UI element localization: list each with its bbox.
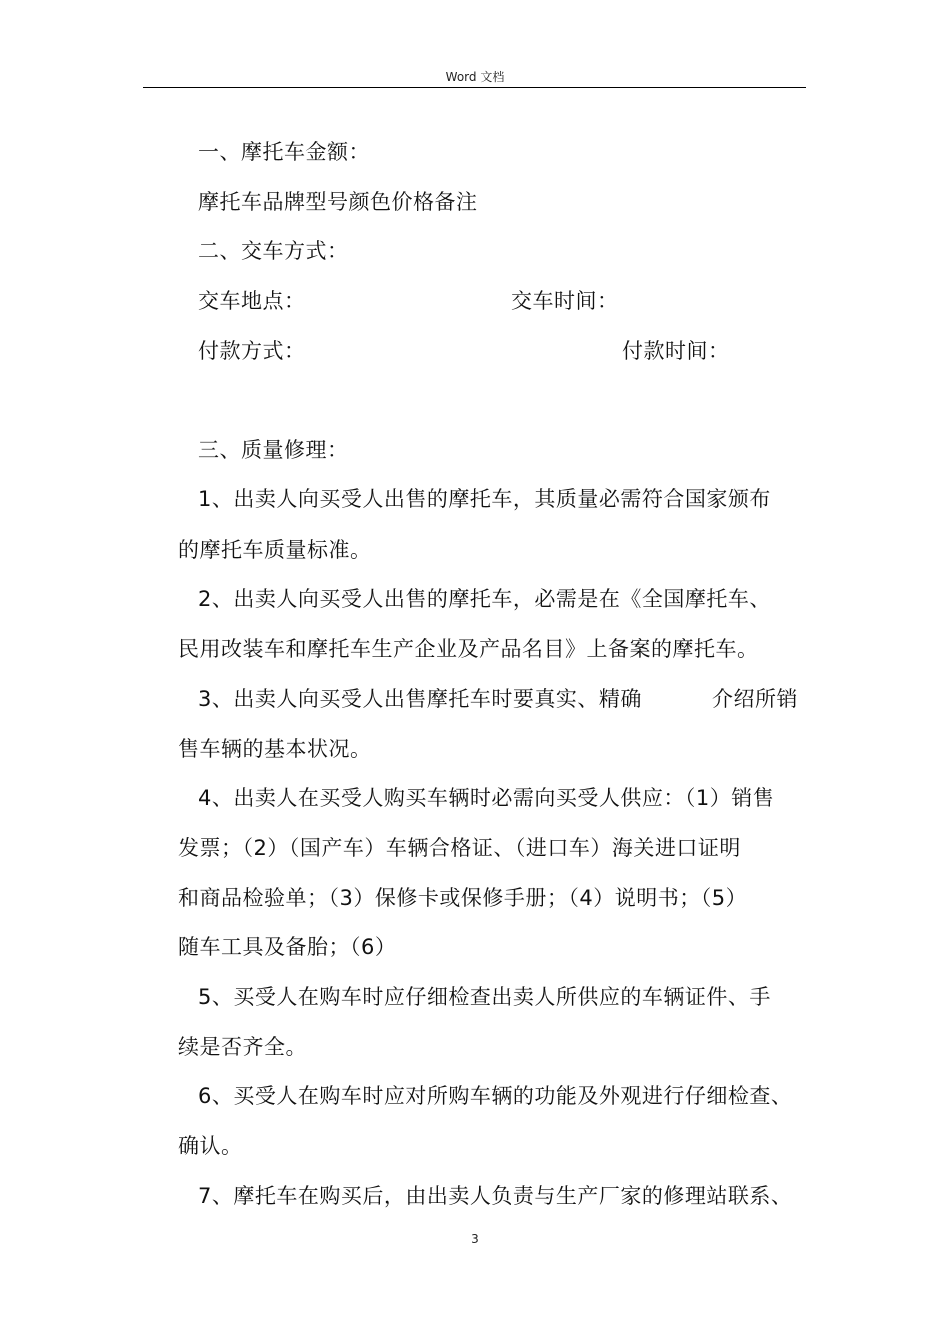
item-4-line-3: 和商品检验单；（3）保修卡或保修手册；（4）说明书；（5） bbox=[178, 886, 748, 910]
item-7-line-1: 7、摩托车在购买后，由出卖人负责与生产厂家的修理站联系、 bbox=[198, 1184, 793, 1208]
section-2-title: 二、交车方式： bbox=[198, 239, 349, 263]
item-5-line-2: 续是否齐全。 bbox=[178, 1035, 307, 1059]
item-2-line-2: 民用改装车和摩托车生产企业及产品名目》上备案的摩托车。 bbox=[178, 637, 759, 661]
item-3-line-2: 售车辆的基本状况。 bbox=[178, 737, 372, 761]
item-3-line-1a: 3、出卖人向买受人出售摩托车时要真实、精确 bbox=[198, 687, 642, 711]
item-3-line-1b: 介绍所销 bbox=[712, 687, 798, 711]
item-6-line-2: 确认。 bbox=[178, 1134, 243, 1158]
item-2-line-1: 2、出卖人向买受人出售的摩托车，必需是在《全国摩托车、 bbox=[198, 587, 771, 611]
item-4-line-1: 4、出卖人在买受人购买车辆时必需向买受人供应：（1）销售 bbox=[198, 786, 775, 810]
page-number: 3 bbox=[471, 1232, 479, 1246]
item-4-line-4: 随车工具及备胎；（6） bbox=[178, 935, 397, 959]
payment-method-label: 付款方式： bbox=[198, 339, 306, 363]
payment-time-label: 付款时间： bbox=[622, 339, 730, 363]
delivery-place-label: 交车地点： bbox=[198, 289, 306, 313]
section-3-title: 三、质量修理： bbox=[198, 438, 349, 462]
item-1-line-1: 1、出卖人向买受人出售的摩托车，其质量必需符合国家颁布 bbox=[198, 487, 771, 511]
header-divider bbox=[143, 87, 806, 88]
item-4-line-2: 发票；（2）（国产车）车辆合格证、（进口车）海关进口证明 bbox=[178, 836, 741, 860]
item-6-line-1: 6、买受人在购车时应对所购车辆的功能及外观进行仔细检查、 bbox=[198, 1084, 793, 1108]
item-1-line-2: 的摩托车质量标准。 bbox=[178, 538, 372, 562]
item-5-line-1: 5、买受人在购车时应仔细检查出卖人所供应的车辆证件、手 bbox=[198, 985, 771, 1009]
header-title: Word 文档 bbox=[445, 70, 505, 84]
delivery-time-label: 交车时间： bbox=[511, 289, 619, 313]
section-1-title: 一、摩托车金额： bbox=[198, 140, 370, 164]
section-1-columns: 摩托车品牌型号颜色价格备注 bbox=[198, 190, 478, 214]
